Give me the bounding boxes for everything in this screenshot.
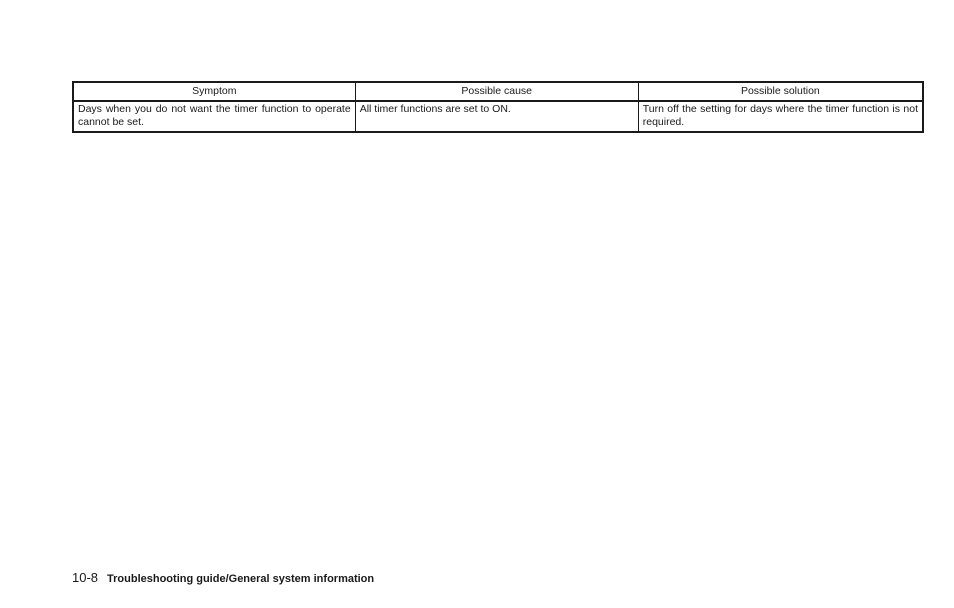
section-title: Troubleshooting guide/General system information <box>107 573 375 585</box>
page-footer <box>72 570 374 585</box>
header-possible-cause: Possible cause <box>355 82 638 101</box>
cell-possible-cause: All timer functions are set to ON. <box>355 101 638 132</box>
troubleshooting-table <box>72 81 924 133</box>
cell-symptom: Days when you do not want the timer function to operate cannot be set. <box>73 101 355 132</box>
header-possible-solution: Possible solution <box>638 82 923 101</box>
cell-possible-solution: Turn off the setting for days where the timer function is not required. <box>638 101 923 132</box>
table-header-row <box>73 82 923 101</box>
table-row <box>73 101 923 132</box>
page-number: 10-8 <box>72 570 99 585</box>
header-symptom: Symptom <box>73 82 355 101</box>
